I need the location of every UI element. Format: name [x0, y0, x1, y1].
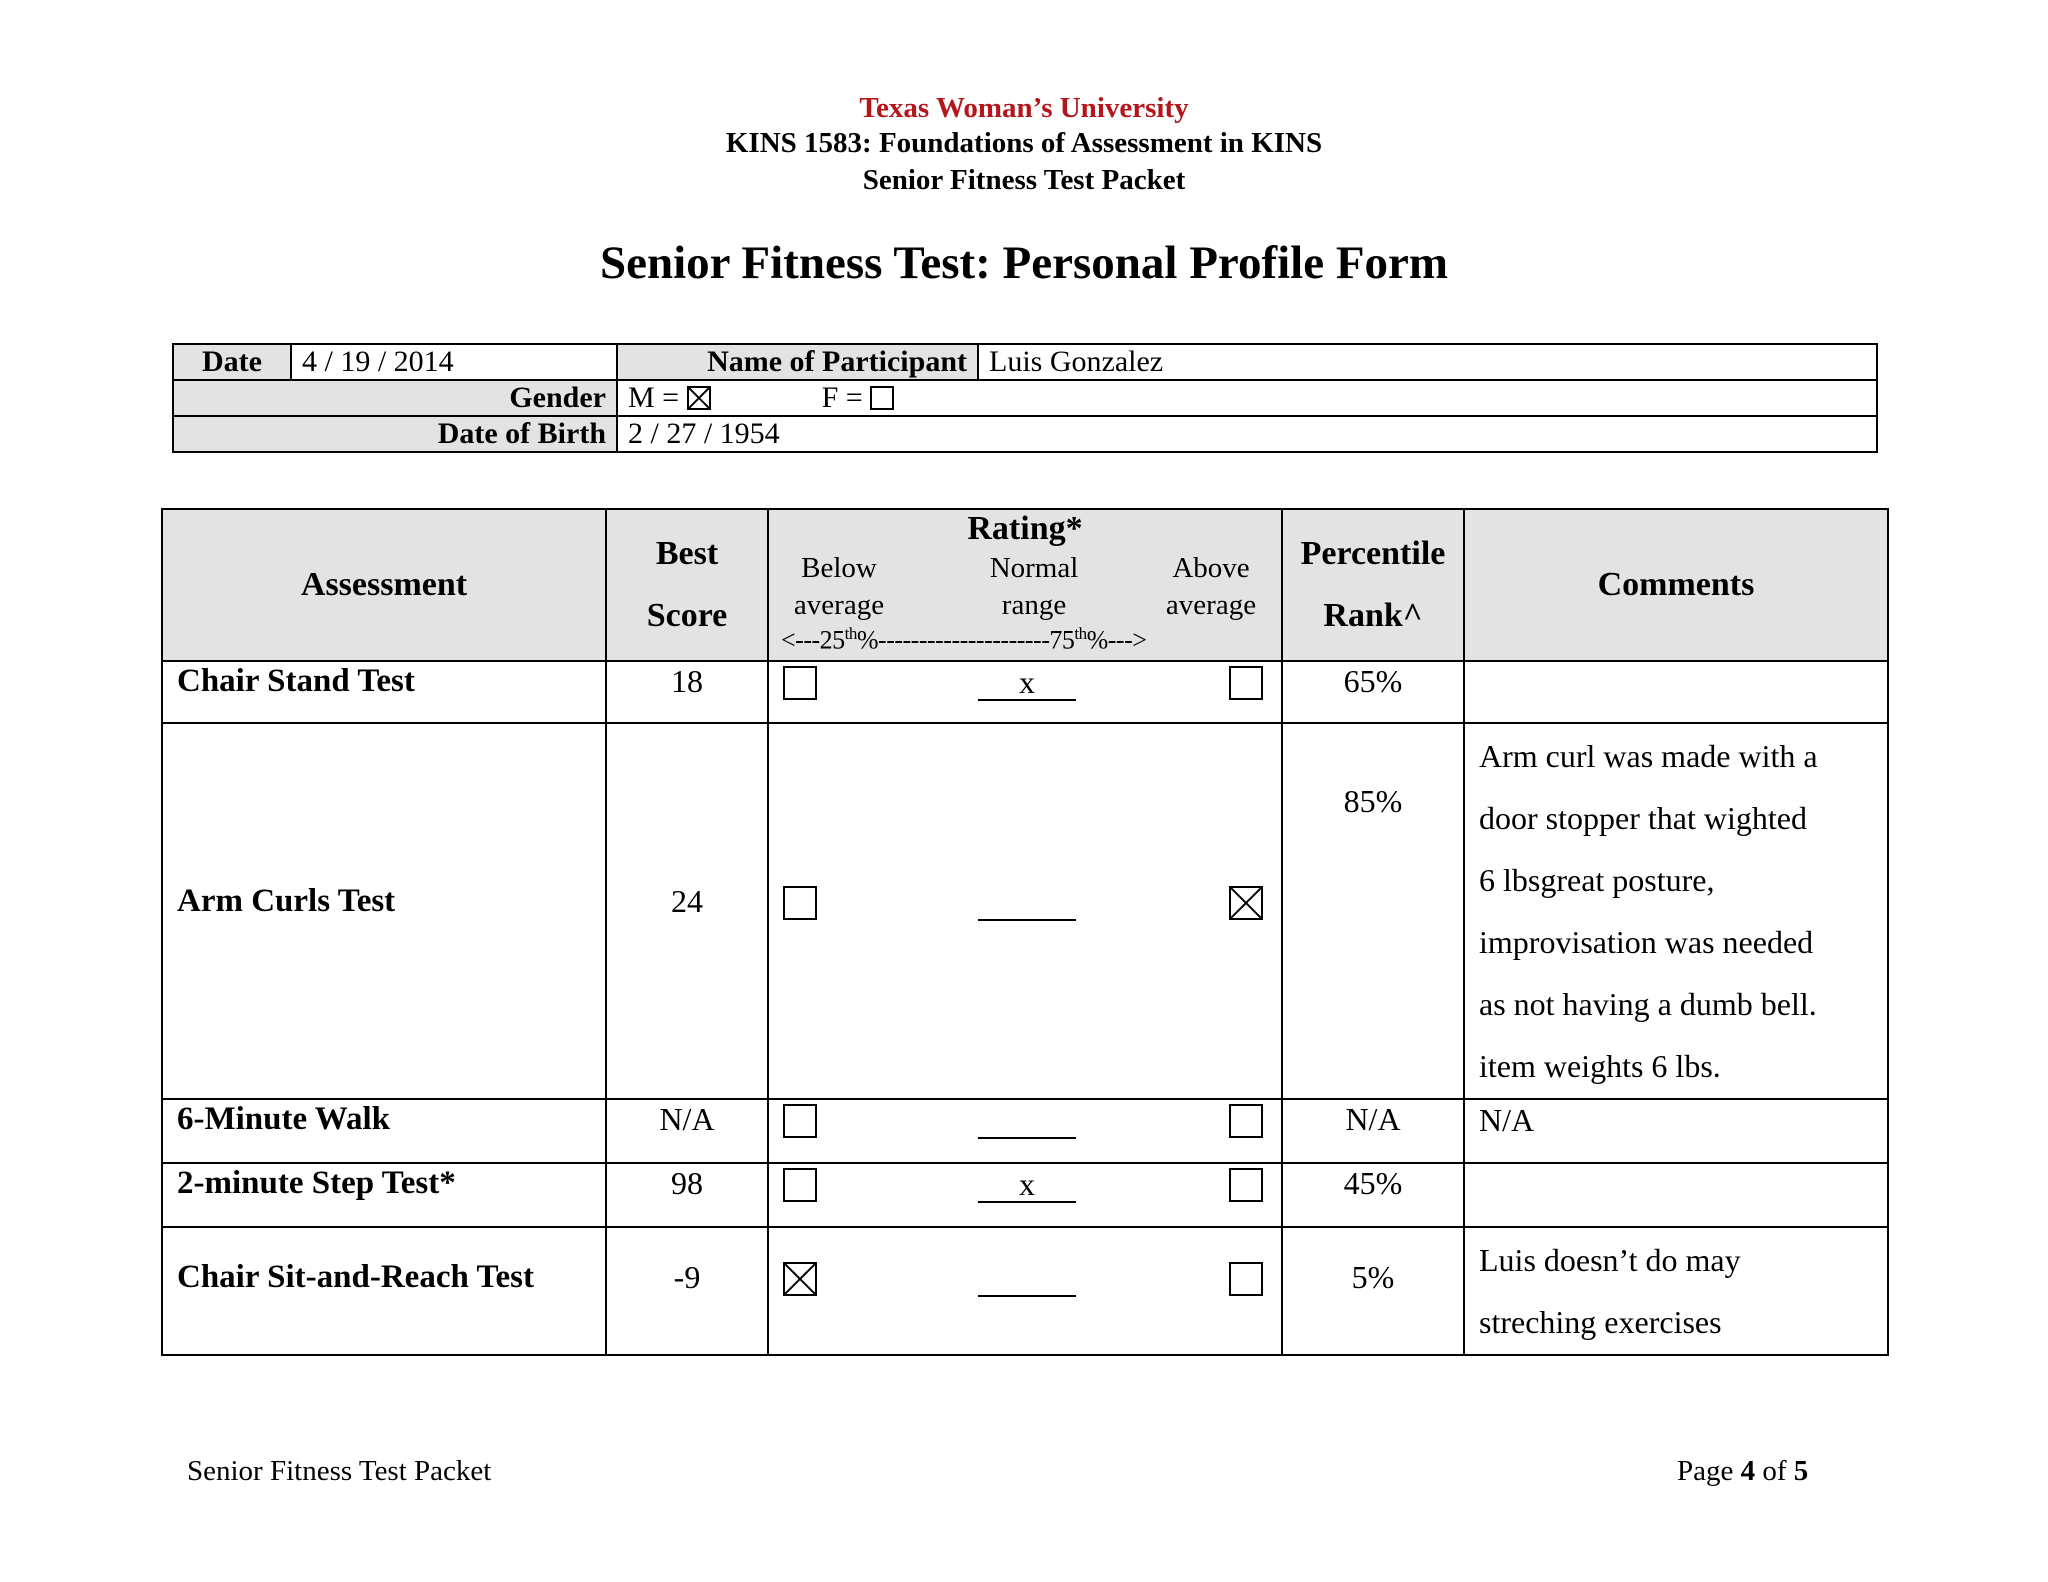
percentile-rank: 85% [1343, 783, 1403, 819]
below-average-checkbox[interactable] [783, 1168, 817, 1202]
header-score: Score [646, 597, 728, 634]
best-score-cell [606, 661, 768, 723]
header-below-average [779, 550, 899, 624]
percentile-rank: 65% [1343, 663, 1403, 699]
below-average-checkbox[interactable] [783, 886, 817, 920]
normal-range-mark[interactable] [978, 886, 1076, 921]
header-below-text: Below [801, 552, 877, 584]
assessment-name [162, 661, 606, 723]
packet-title: Senior Fitness Test Packet [862, 164, 1186, 196]
gender-label: Gender [173, 380, 617, 416]
comment-line: streching exercises [1479, 1304, 1722, 1340]
table-row [162, 723, 1888, 1099]
comment-line: Arm curl was made with a [1479, 738, 1818, 774]
dob-value: 2 / 27 / 1954 [617, 416, 1877, 452]
above-average-checkbox[interactable] [1229, 1168, 1263, 1202]
table-row [162, 1163, 1888, 1227]
table-row [162, 661, 1888, 723]
best-score: 18 [671, 663, 703, 699]
gender-m-label: M = [628, 381, 680, 414]
comment-line: improvisation was needed [1479, 924, 1814, 960]
rating-cell [768, 1227, 1282, 1355]
assessment-label: Arm Curls Test [177, 883, 396, 919]
below-average-checkbox[interactable] [783, 1104, 817, 1138]
university-name: Texas Woman’s University [859, 92, 1189, 124]
above-average-checkbox[interactable] [1229, 886, 1263, 920]
footer-page-number [1677, 1455, 1808, 1488]
below-average-checkbox[interactable] [783, 666, 817, 700]
normal-range-mark[interactable]: x [978, 1168, 1076, 1203]
comment-line: as not having a dumb bell. [1479, 986, 1817, 1022]
participant-info-table [172, 343, 1878, 453]
gender-f-label: F = [821, 381, 863, 414]
gender-field [617, 380, 1877, 416]
rating-cell [768, 723, 1282, 1099]
header-rank: Rank^ [1323, 597, 1423, 634]
percentile-rank: 5% [1351, 1259, 1395, 1295]
assessment-name [162, 1099, 606, 1163]
gender-m-checkbox[interactable] [687, 386, 711, 410]
normal-range-mark[interactable] [978, 1104, 1076, 1139]
course-title: KINS 1583: Foundations of Assessment in KINS [725, 127, 1323, 159]
percentile-scale [781, 624, 1146, 656]
best-score: 98 [671, 1165, 703, 1201]
header-above-text: Above [1172, 552, 1250, 584]
page-title: Senior Fitness Test: Personal Profile Form [599, 237, 1449, 289]
best-score-cell [606, 1163, 768, 1227]
rating-cell [768, 1099, 1282, 1163]
above-average-checkbox[interactable] [1229, 666, 1263, 700]
below-average-checkbox[interactable] [783, 1262, 817, 1296]
footer-packet-title: Senior Fitness Test Packet [187, 1455, 492, 1487]
assessment-label: 6-Minute Walk [177, 1101, 391, 1137]
header-normal-text2: range [1001, 589, 1067, 621]
assessment-name [162, 1227, 606, 1355]
assessment-label: Chair Stand Test [177, 663, 415, 699]
comment-line: N/A [1479, 1102, 1535, 1138]
percentile-cell [1282, 1163, 1464, 1227]
comments-cell [1464, 1099, 1888, 1163]
scale-part-a: <---25 [781, 625, 845, 655]
scale-part-b: %---------------------75 [856, 625, 1075, 655]
comments-cell [1464, 1227, 1888, 1355]
header-rating-title: Rating* [967, 510, 1083, 547]
normal-range-mark[interactable] [978, 1262, 1076, 1297]
header-normal-text: Normal [989, 552, 1079, 584]
assessment-label: 2-minute Step Test* [177, 1165, 456, 1201]
date-label: Date [173, 344, 291, 380]
percentile-rank: N/A [1345, 1101, 1401, 1137]
comment-line: item weights 6 lbs. [1479, 1048, 1721, 1084]
page-of: of [1762, 1455, 1787, 1487]
header-comments: Comments [1464, 509, 1888, 661]
header-below-text2: average [793, 589, 885, 621]
above-average-checkbox[interactable] [1229, 1104, 1263, 1138]
comment-line: 6 lbsgreat posture, [1479, 862, 1715, 898]
header-percentile-rank [1282, 509, 1464, 661]
percentile-cell [1282, 723, 1464, 1099]
percentile-cell [1282, 661, 1464, 723]
comments-cell [1464, 1163, 1888, 1227]
assessment-label: Chair Sit-and-Reach Test [177, 1259, 534, 1295]
scale-sup-2: th [1074, 624, 1087, 643]
page-total: 5 [1793, 1455, 1809, 1487]
assessment-table [161, 508, 1889, 1356]
header-above-text2: average [1165, 589, 1257, 621]
comment-line: Luis doesn’t do may [1479, 1242, 1741, 1278]
dob-label: Date of Birth [173, 416, 617, 452]
comments-cell [1464, 723, 1888, 1099]
scale-sup-1: th [844, 624, 857, 643]
header-best: Best [655, 535, 719, 572]
assessment-name [162, 723, 606, 1099]
best-score-cell [606, 1099, 768, 1163]
date-value: 4 / 19 / 2014 [291, 344, 617, 380]
page-current: 4 [1740, 1455, 1756, 1487]
comments-cell [1464, 661, 1888, 723]
gender-f-checkbox[interactable] [870, 386, 894, 410]
best-score: -9 [673, 1259, 701, 1295]
table-row [162, 1227, 1888, 1355]
name-value: Luis Gonzalez [978, 344, 1877, 380]
above-average-checkbox[interactable] [1229, 1262, 1263, 1296]
normal-range-mark[interactable]: x [978, 666, 1076, 701]
table-row [162, 1099, 1888, 1163]
header-normal-range [959, 550, 1109, 624]
assessment-name [162, 1163, 606, 1227]
best-score-cell [606, 1227, 768, 1355]
header-best-score [606, 509, 768, 661]
percentile-rank: 45% [1343, 1165, 1403, 1201]
percentile-cell [1282, 1227, 1464, 1355]
header-rating [768, 509, 1282, 661]
percentile-cell [1282, 1099, 1464, 1163]
name-label: Name of Participant [617, 344, 978, 380]
header-above-average [1141, 550, 1281, 624]
rating-cell [768, 1163, 1282, 1227]
scale-part-c: %---> [1086, 625, 1147, 655]
page-prefix: Page [1677, 1455, 1734, 1487]
best-score: 24 [671, 883, 703, 919]
rating-cell [768, 661, 1282, 723]
best-score: N/A [659, 1101, 715, 1137]
best-score-cell [606, 723, 768, 1099]
comment-line: door stopper that wighted [1479, 800, 1807, 836]
header-assessment: Assessment [162, 509, 606, 661]
header-percentile: Percentile [1300, 535, 1446, 572]
